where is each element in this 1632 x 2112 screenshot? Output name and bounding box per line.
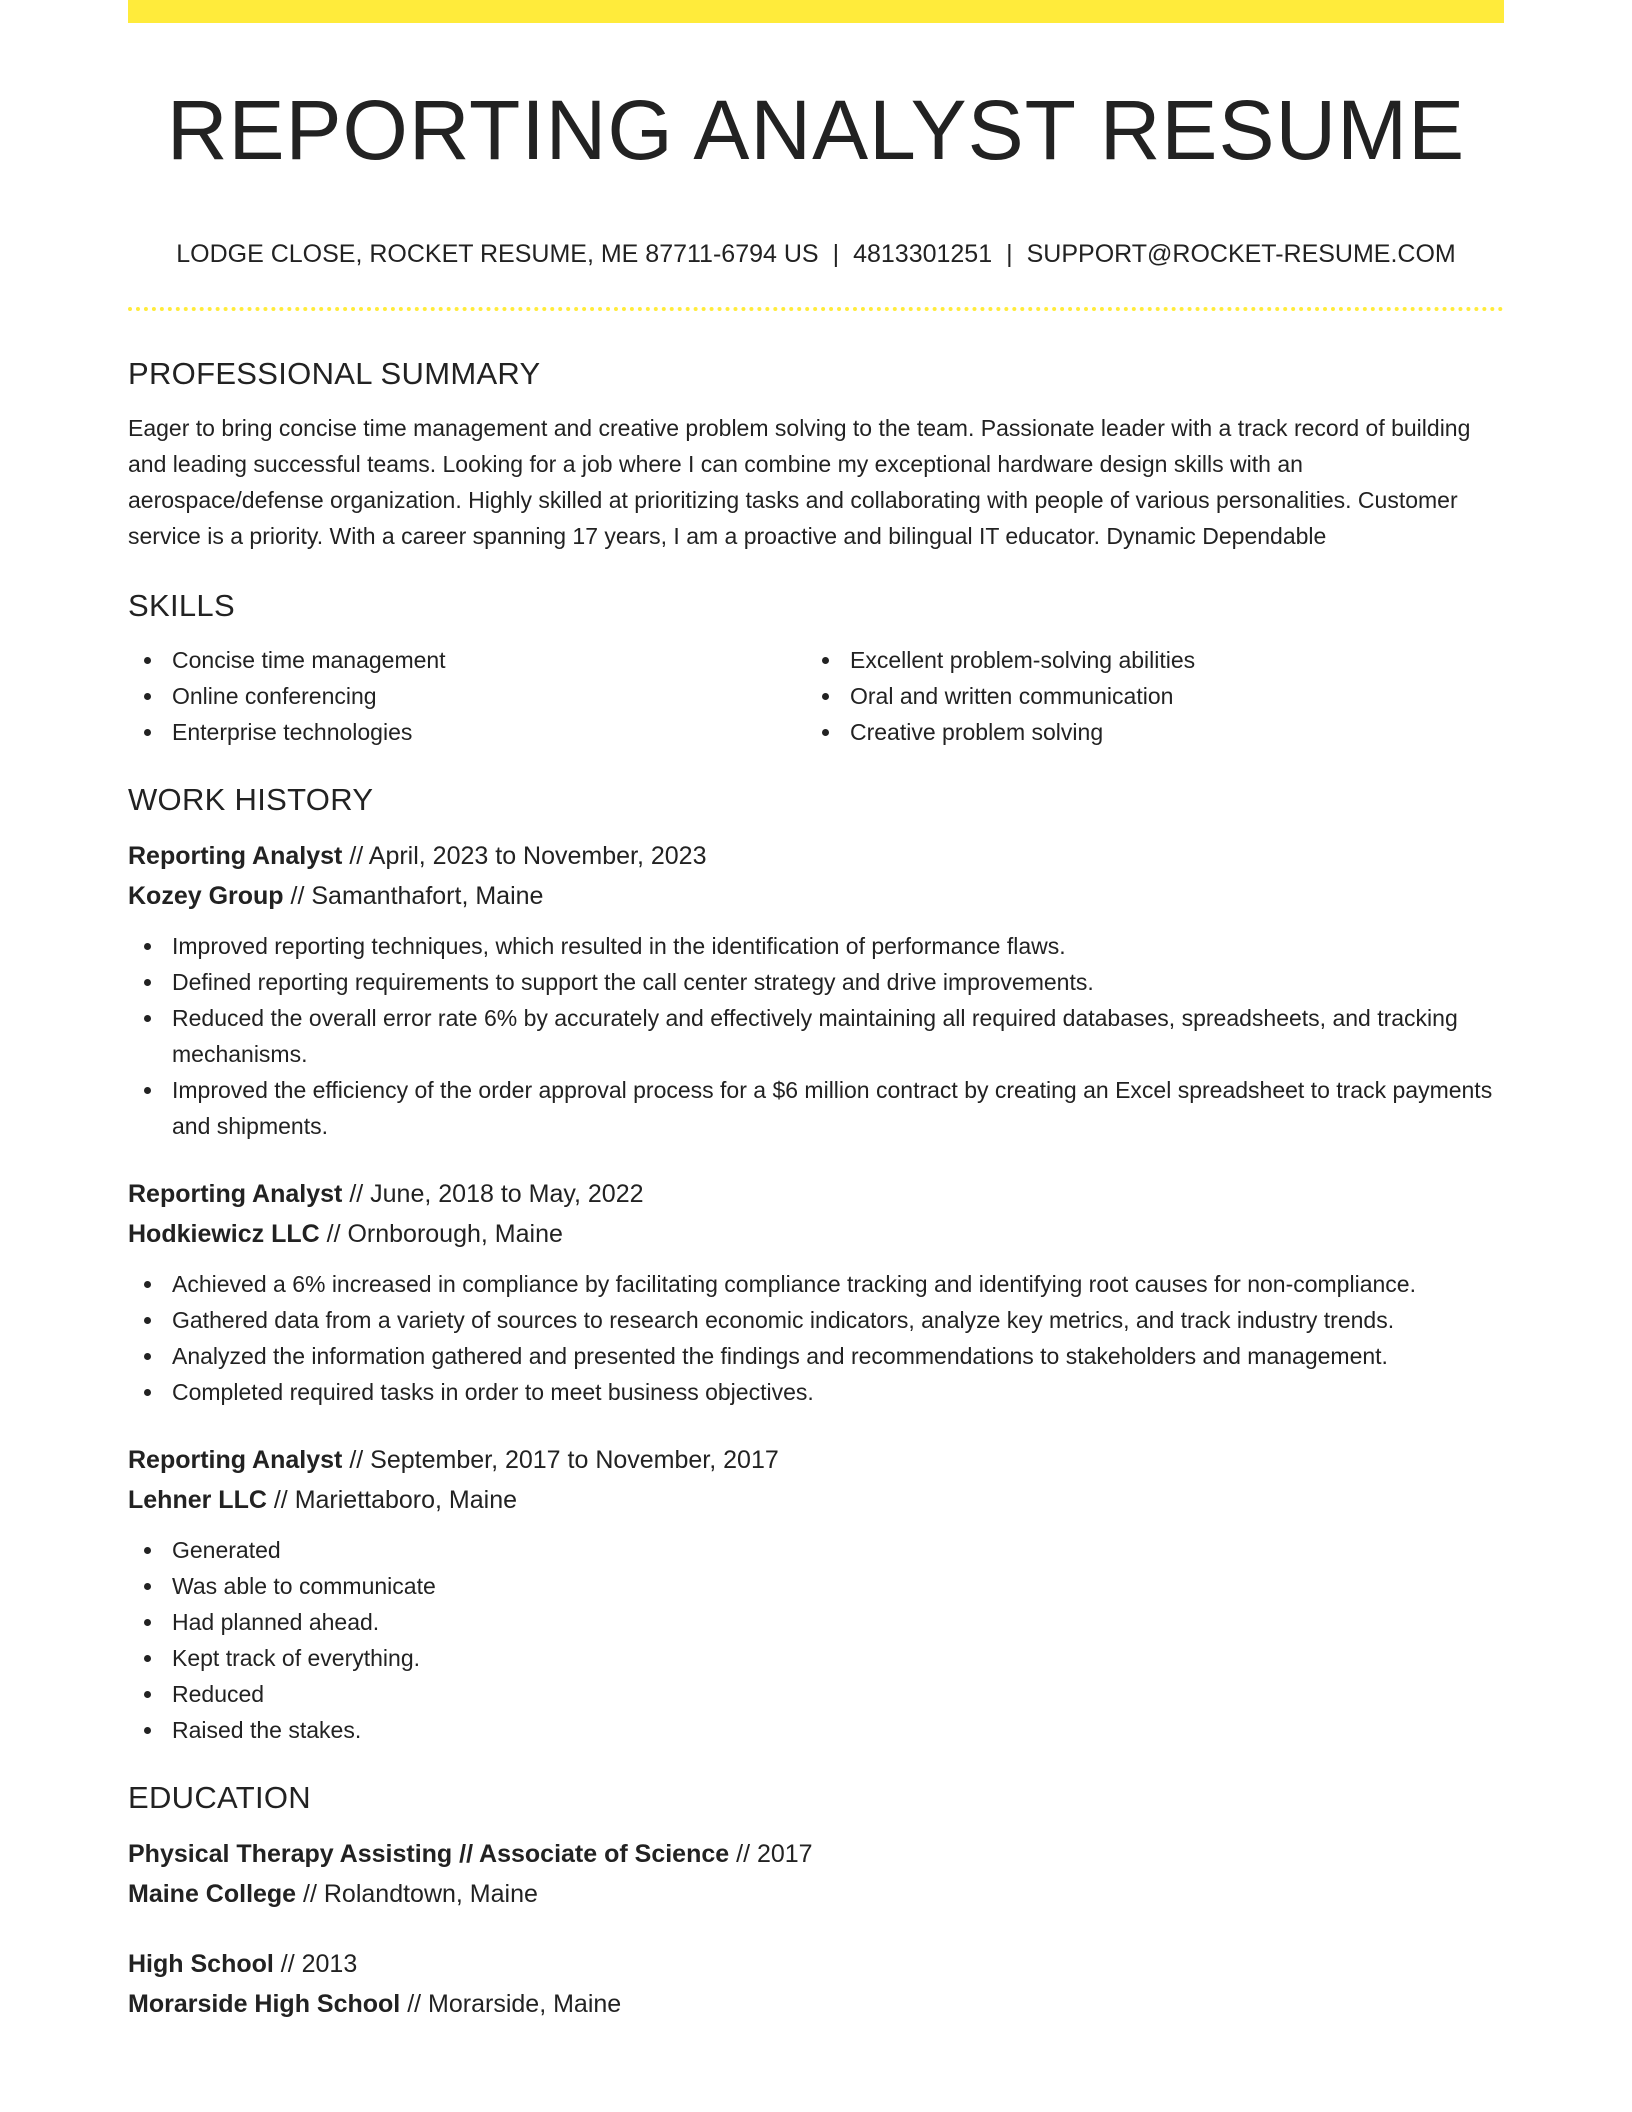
job-bullets [128,1266,1504,1410]
education-location: // Rolandtown, Maine [296,1880,538,1908]
job-dates: // June, 2018 to May, 2022 [342,1180,644,1208]
contact-separator: | [1006,240,1013,268]
job-bullet: Improved the efficiency of the order approval process for a $6 million contract by creating an Excel spreadsheet to track payments and shipments. [128,1072,1504,1144]
job-bullet: Had planned ahead. [128,1604,1504,1640]
job-bullet: Kept track of everything. [128,1640,1504,1676]
job-title-line [128,836,1504,876]
education-school-line [128,1984,1504,2024]
job-location: // Ornborough, Maine [319,1220,563,1248]
summary-heading: PROFESSIONAL SUMMARY [128,356,541,391]
job-dates: // September, 2017 to November, 2017 [342,1446,779,1474]
skills-list [128,642,1504,750]
job-bullet: Defined reporting requirements to support the call center strategy and drive improvements. [128,964,1504,1000]
job-bullet: Improved reporting techniques, which resulted in the identification of performance flaws. [128,928,1504,964]
job-title-line [128,1440,1504,1480]
summary-text: Eager to bring concise time management and creative problem solving to the team. Passionate leader with a track record of building and leading successful teams. Looking for a job where I can combine my exceptional hardware design skills with an aerospace/defense organization. Highly skilled at prioritizing tasks and collaborating with people of various personalities. Customer service is a priority. With a career spanning 17 years, I am a proactive and bilingual IT educator. Dynamic Dependable [128,415,1471,549]
job-company: Lehner LLC [128,1486,267,1514]
job-entry [128,1440,1504,1748]
work-history-heading: WORK HISTORY [128,782,374,817]
job-title: Reporting Analyst [128,1180,343,1208]
job-bullet: Generated [128,1532,1504,1568]
job-dates: // April, 2023 to November, 2023 [342,842,707,870]
job-bullets [128,928,1504,1144]
job-bullet: Achieved a 6% increased in compliance by facilitating compliance tracking and identifying root causes for non-compliance. [128,1266,1504,1302]
job-bullet: Reduced the overall error rate 6% by accurately and effectively maintaining all required databases, spreadsheets, and tracking mechanisms. [128,1000,1504,1072]
education-school: Maine College [128,1880,297,1908]
education-location: // Morarside, Maine [400,1990,622,2018]
resume-content [128,352,1504,2024]
education-heading: EDUCATION [128,1780,311,1815]
job-entry [128,836,1504,1144]
job-location: // Samanthafort, Maine [283,882,544,910]
job-company-line [128,1214,1504,1254]
skill-item: Creative problem solving [806,714,1484,750]
skills-heading: SKILLS [128,588,235,623]
education-entry [128,1834,1504,1914]
skills-column-left [128,642,806,750]
dotted-divider [128,307,1504,311]
job-title-line [128,1174,1504,1214]
skill-item: Excellent problem-solving abilities [806,642,1484,678]
job-bullet: Gathered data from a variety of sources to research economic indicators, analyze key metrics, and track industry trends. [128,1302,1504,1338]
education-degree-line [128,1834,1504,1874]
job-bullet: Completed required tasks in order to meet business objectives. [128,1374,1504,1410]
skills-column-right [806,642,1484,750]
page-title: REPORTING ANALYST RESUME [166,83,1466,177]
contact-phone[interactable]: 4813301251 [853,240,993,268]
education-degree: Physical Therapy Assisting // Associate of Science [128,1840,730,1868]
skill-item: Enterprise technologies [128,714,806,750]
education-year: // 2017 [729,1840,813,1868]
contact-line [128,236,1504,272]
job-bullet: Analyzed the information gathered and presented the findings and recommendations to stakeholders and management. [128,1338,1504,1374]
job-bullets [128,1532,1504,1748]
skill-item: Online conferencing [128,678,806,714]
skill-item: Concise time management [128,642,806,678]
skill-item: Oral and written communication [806,678,1484,714]
job-bullet: Was able to communicate [128,1568,1504,1604]
education-entry [128,1944,1504,2024]
job-title: Reporting Analyst [128,1446,343,1474]
job-company: Hodkiewicz LLC [128,1220,320,1248]
contact-address: LODGE CLOSE, ROCKET RESUME, ME 87711-6794 US [176,240,819,268]
job-company-line [128,1480,1504,1520]
contact-email[interactable]: SUPPORT@ROCKET-RESUME.COM [1026,240,1456,268]
job-bullet: Reduced [128,1676,1504,1712]
education-degree: High School [128,1950,274,1978]
education-school: Morarside High School [128,1990,401,2018]
job-entry [128,1174,1504,1410]
contact-separator: | [832,240,840,268]
education-degree-line [128,1944,1504,1984]
education-school-line [128,1874,1504,1914]
education-year: // 2013 [273,1950,358,1978]
job-company: Kozey Group [128,882,284,910]
job-company-line [128,876,1504,916]
accent-bar [128,0,1504,23]
job-bullet: Raised the stakes. [128,1712,1504,1748]
job-location: // Mariettaboro, Maine [266,1486,518,1514]
job-title: Reporting Analyst [128,842,343,870]
